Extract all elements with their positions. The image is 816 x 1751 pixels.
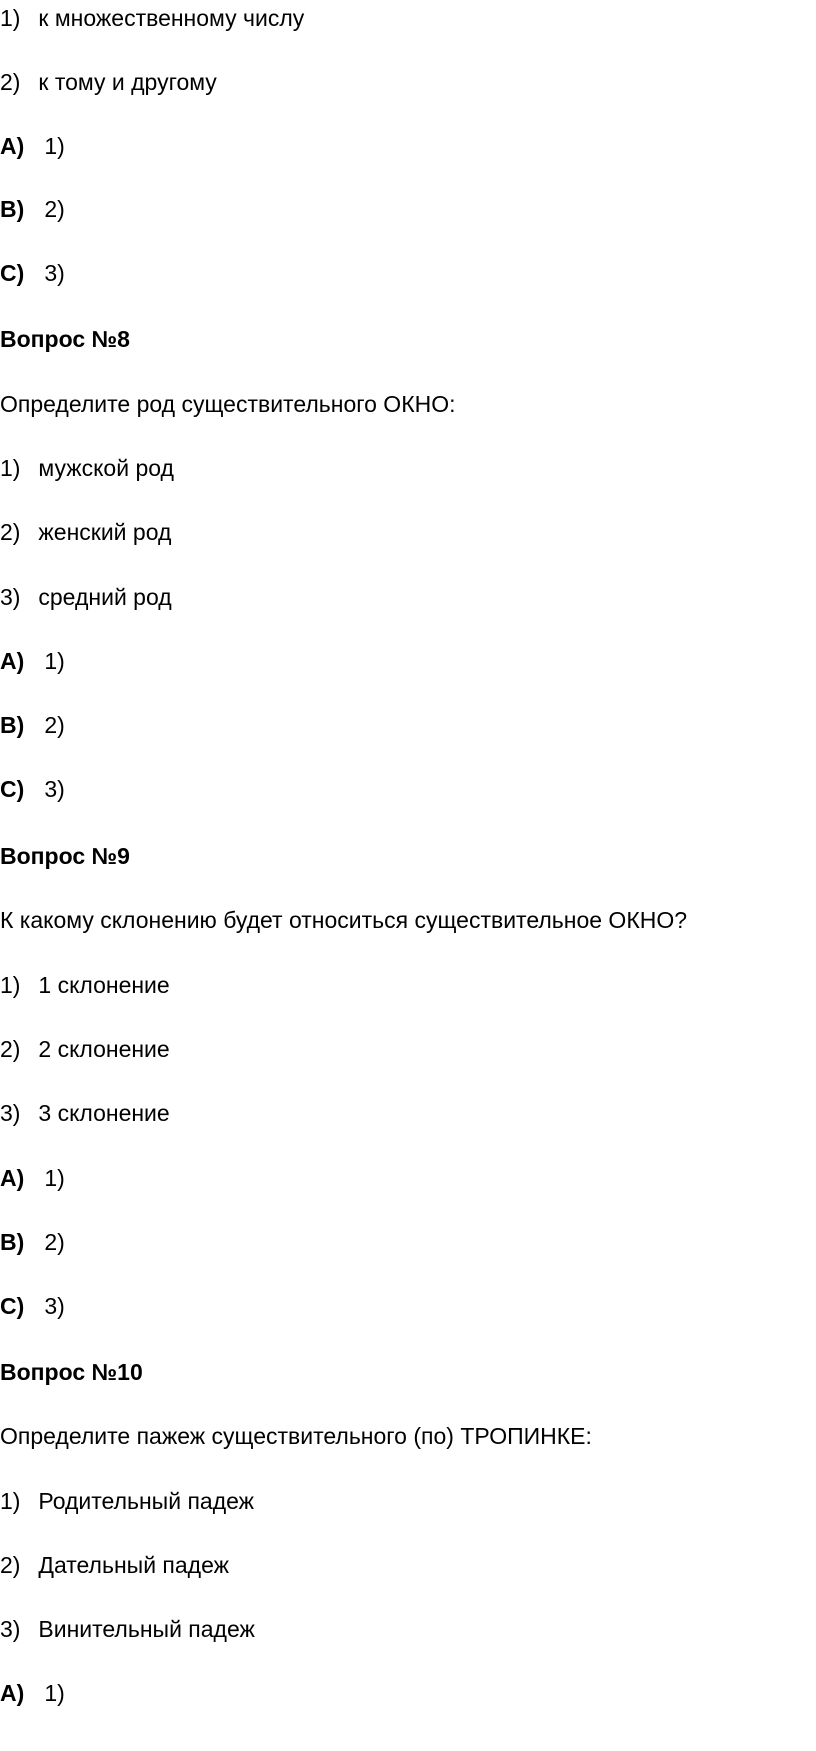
option-item [0,67,217,97]
question-title: Вопрос №10 [0,1359,143,1385]
answer-choice[interactable] [0,646,65,676]
answer-letter: А) [0,133,25,159]
option-text: средний род [38,584,172,610]
question-title: Вопрос №9 [0,843,130,869]
option-text: 2 склонение [38,1036,170,1062]
answer-value: 3) [44,260,65,286]
answer-letter: А) [0,648,25,674]
option-text: Родительный падеж [38,1488,255,1514]
answer-letter: С) [0,260,25,286]
question-text: Определите род существительного ОКНО: [0,391,456,417]
answer-letter: В) [0,712,25,738]
option-number: 1) [0,5,21,31]
option-number: 3) [0,1100,21,1126]
answer-value: 2) [44,1229,65,1255]
question-text: Определите пажеж существительного (по) ТРОПИНКЕ: [0,1423,592,1449]
answer-value: 1) [44,133,65,159]
option-item [0,1098,170,1128]
option-item [0,1550,229,1580]
answer-choice[interactable] [0,131,65,161]
option-number: 1) [0,972,21,998]
option-text: к множественному числу [38,5,305,31]
option-item [0,517,171,547]
answer-choice[interactable] [0,1291,65,1321]
answer-value: 3) [44,776,65,802]
answer-choice[interactable] [0,194,65,224]
option-item [0,970,170,1000]
answer-value: 1) [44,1680,65,1706]
answer-letter: А) [0,1680,25,1706]
option-number: 1) [0,1488,21,1514]
answer-choice[interactable] [0,710,65,740]
option-number: 2) [0,1552,21,1578]
option-text: 3 склонение [38,1100,170,1126]
option-item [0,3,304,33]
option-number: 3) [0,1616,21,1642]
option-text: женский род [38,519,172,545]
option-text: 1 склонение [38,972,170,998]
answer-value: 2) [44,196,65,222]
option-text: мужской род [38,455,174,481]
answer-choice[interactable] [0,774,65,804]
option-item [0,1614,255,1644]
answer-letter: С) [0,776,25,802]
answer-choice[interactable] [0,1678,65,1708]
option-item [0,453,174,483]
option-item [0,1486,254,1516]
option-number: 2) [0,1036,21,1062]
option-text: к тому и другому [38,69,217,95]
option-text: Винительный падеж [38,1616,255,1642]
option-number: 3) [0,584,21,610]
answer-choice[interactable] [0,1227,65,1257]
answer-value: 1) [44,1165,65,1191]
answer-letter: В) [0,1229,25,1255]
answer-choice[interactable] [0,1163,65,1193]
answer-value: 3) [44,1293,65,1319]
answer-value: 1) [44,648,65,674]
option-item [0,582,172,612]
option-item [0,1034,170,1064]
option-number: 2) [0,69,21,95]
answer-choice[interactable] [0,258,65,288]
answer-value: 2) [44,712,65,738]
answer-letter: С) [0,1293,25,1319]
answer-letter: А) [0,1165,25,1191]
question-title: Вопрос №8 [0,326,130,352]
option-number: 2) [0,519,21,545]
option-text: Дательный падеж [38,1552,230,1578]
question-text: К какому склонению будет относиться существительное ОКНО? [0,907,688,933]
option-number: 1) [0,455,21,481]
answer-letter: В) [0,196,25,222]
